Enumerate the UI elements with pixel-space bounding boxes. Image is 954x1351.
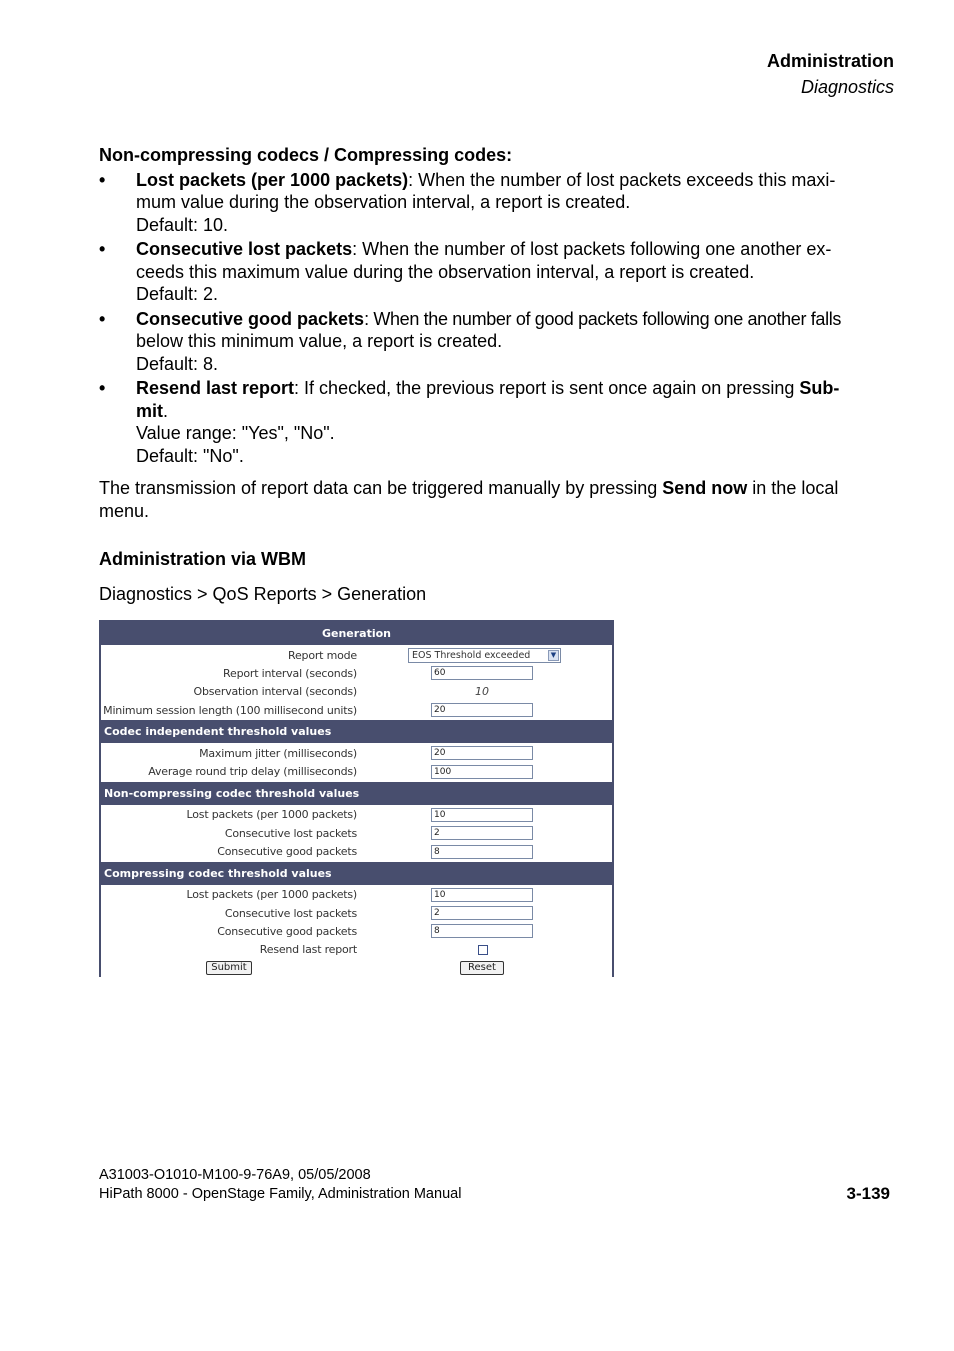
compressing-rows xyxy=(101,885,612,978)
nc-consec-good-input[interactable]: 8 xyxy=(431,845,533,859)
bullet-default: Default: 2. xyxy=(136,284,219,304)
send-now-paragraph: The transmission of report data can be triggered manually by pressing Send now in the local menu. xyxy=(99,478,839,521)
button-row xyxy=(101,959,612,977)
c-consec-good-row: Consecutive good packets 8 xyxy=(101,922,612,940)
codec-independent-heading: Codec independent threshold values xyxy=(104,725,332,739)
non-compressing-rows xyxy=(101,805,612,862)
footer-manual: HiPath 8000 - OpenStage Family, Administration Manual xyxy=(99,1186,462,1202)
footer-doc-id: A31003-O1010-M100-9-76A9, 05/05/2008 xyxy=(99,1167,371,1183)
send-now-term: Send now xyxy=(662,478,748,498)
section-heading: Non-compressing codecs / Compressing codes: xyxy=(99,145,513,165)
page-header-title: Administration xyxy=(766,51,894,71)
non-compressing-heading: Non-compressing codec threshold values xyxy=(104,786,360,800)
bullet-term: Resend last report xyxy=(136,378,295,398)
bullet-text: below this minimum value, a report is created. xyxy=(136,331,503,351)
nc-consec-lost-row: Consecutive lost packets 2 xyxy=(101,824,612,842)
reset-button[interactable]: Reset xyxy=(460,961,504,975)
c-lost-input[interactable]: 10 xyxy=(431,888,533,902)
general-rows xyxy=(101,645,612,720)
nc-lost-input[interactable]: 10 xyxy=(431,808,533,822)
page-header-subtitle: Diagnostics xyxy=(800,77,894,97)
bullet-bold-word: mit xyxy=(136,400,163,421)
bullet-text: : When the number of lost packets following one another ex- xyxy=(352,239,832,259)
bullet-list xyxy=(99,169,894,468)
nc-consec-good-row: Consecutive good packets 8 xyxy=(101,842,612,860)
report-interval-input[interactable]: 60 xyxy=(431,666,533,680)
min-session-input[interactable]: 20 xyxy=(431,703,533,717)
max-jitter-input[interactable]: 20 xyxy=(431,746,533,760)
bullet-text: : When the number of lost packets exceeds this maxi- xyxy=(408,169,836,190)
bullet-consecutive-lost: • Consecutive lost packets: When the number of lost packets following one another ex- ceeds this maximum value during the observation interval, a report is created. Default: 2. xyxy=(99,239,832,304)
nc-lost-row: Lost packets (per 1000 packets) 10 xyxy=(101,806,612,824)
bullet-consecutive-good: • Consecutive good packets: When the number of good packets following one another falls below this minimum value, a report is created. Default: 8. xyxy=(99,308,842,374)
compressing-heading: Compressing codec threshold values xyxy=(104,866,332,880)
bullet-term: Consecutive lost packets xyxy=(136,239,353,259)
bullet-value-range: Value range: "Yes", "No". xyxy=(136,423,335,443)
nc-consec-lost-input[interactable]: 2 xyxy=(431,826,533,840)
resend-row: Resend last report xyxy=(101,941,612,959)
bullet-default: Default: 10. xyxy=(136,214,229,235)
wbm-heading: Administration via WBM xyxy=(99,549,307,569)
c-consec-good-input[interactable]: 8 xyxy=(431,924,533,938)
resend-checkbox[interactable] xyxy=(478,945,488,955)
bullet-default: Default: 8. xyxy=(136,353,219,374)
report-mode-select[interactable]: EOS Threshold exceeded ▼ xyxy=(408,648,561,663)
bullet-text: : If checked, the previous report is sent once again on pressing xyxy=(294,378,800,398)
codec-independent-rows xyxy=(101,743,612,782)
bullet-lost-packets: • Lost packets (per 1000 packets): When the number of lost packets exceeds this maxi- mum value during the observation interval, a report is created. Default: 10. xyxy=(99,169,836,235)
bullet-text: . xyxy=(163,400,169,421)
c-consec-lost-row: Consecutive lost packets 2 xyxy=(101,904,612,922)
bullet-term: Lost packets (per 1000 packets) xyxy=(136,169,409,190)
observation-interval-value: 10 xyxy=(475,685,489,699)
bullet-text: : When the number of good packets following one another falls xyxy=(364,308,842,329)
min-session-row: Minimum session length (100 millisecond units) 20 xyxy=(101,701,612,719)
report-mode-row xyxy=(101,646,612,664)
page-number: 3-139 xyxy=(846,1184,890,1203)
body-text xyxy=(99,144,894,605)
report-mode-label: Report mode xyxy=(288,648,357,662)
bullet-default: Default: "No". xyxy=(136,445,244,466)
max-jitter-row: Maximum jitter (milliseconds) 20 xyxy=(101,744,612,762)
observation-interval-row: Observation interval (seconds) 10 xyxy=(101,683,612,701)
wbm-generation-panel xyxy=(99,620,614,977)
breadcrumb: Diagnostics > QoS Reports > Generation xyxy=(99,583,427,604)
panel-title: Generation xyxy=(321,627,392,640)
report-interval-row: Report interval (seconds) 60 xyxy=(101,664,612,682)
submit-button[interactable]: Submit xyxy=(206,961,252,975)
bullet-resend-last-report: • Resend last report: If checked, the previous report is sent once again on pressing Sub- mit. Value range: "Yes", "No". Default: "No". xyxy=(99,378,840,466)
bullet-term: Consecutive good packets xyxy=(136,308,365,329)
avg-rtd-row: Average round trip delay (milliseconds) 100 xyxy=(101,762,612,780)
bullet-bold-word: Sub- xyxy=(799,378,840,398)
c-consec-lost-input[interactable]: 2 xyxy=(431,906,533,920)
bullet-text: ceeds this maximum value during the observation interval, a report is created. xyxy=(136,261,755,282)
chevron-down-icon[interactable]: ▼ xyxy=(548,650,559,661)
c-lost-row: Lost packets (per 1000 packets) 10 xyxy=(101,886,612,904)
bullet-text: mum value during the observation interval, a report is created. xyxy=(136,192,631,212)
avg-rtd-input[interactable]: 100 xyxy=(431,765,533,779)
